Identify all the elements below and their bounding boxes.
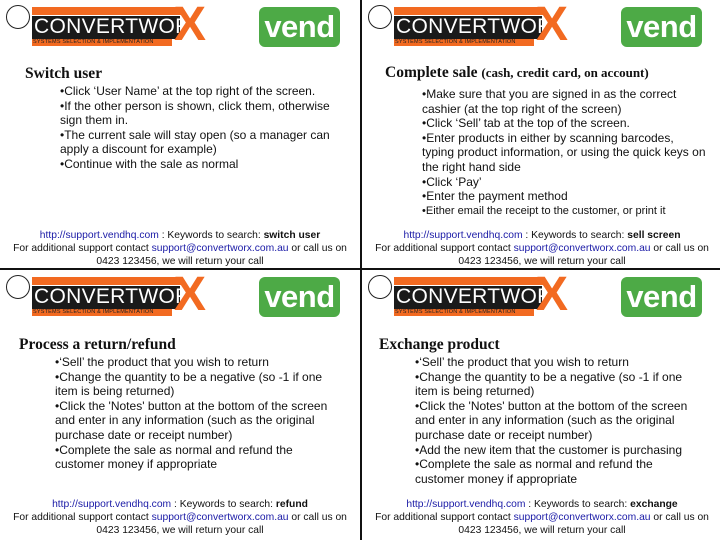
step-item: •Click ‘Pay’ — [422, 174, 482, 189]
support-email-link[interactable]: support@convertworx.com.au — [151, 512, 289, 524]
step-item: •If the other person is shown, click them, otherwise sign them in. — [60, 98, 330, 128]
support-footer — [0, 229, 360, 269]
support-url-link[interactable]: http://support.vendhq.com — [52, 499, 172, 510]
logo-wordmark: CONVERTWOR — [34, 15, 191, 38]
logo-wordmark: CONVERTWOR — [396, 15, 553, 38]
step-item: •Either email the receipt to the customer, or print it — [422, 204, 666, 217]
contact-suffix: or call us on — [650, 512, 709, 524]
step-item: •Click ‘User Name’ at the top right of the screen. — [60, 84, 316, 98]
card-title-sub: (cash, credit card, on account) — [481, 65, 649, 80]
logo-x-mark: X — [174, 270, 207, 321]
contact-suffix: or call us on — [288, 512, 347, 524]
step-item: •Make sure that you are signed in as the correct cashier (at the top right of the screen) — [422, 87, 677, 116]
step-item: •Enter the payment method — [422, 189, 568, 204]
steps-list — [422, 87, 707, 218]
logo-tagline: SYSTEMS SELECTION & IMPLEMENTATION — [395, 309, 516, 315]
step-item: •‘Sell’ the product that you wish to return — [415, 355, 629, 369]
contact-prefix: For additional support contact — [375, 243, 514, 255]
support-url-link[interactable]: http://support.vendhq.com — [406, 499, 526, 510]
support-url-link[interactable]: http://support.vendhq.com — [403, 230, 523, 241]
vertical-divider — [360, 0, 362, 540]
steps-list — [60, 84, 340, 172]
contact-prefix: For additional support contact — [13, 512, 152, 524]
search-keyword: sell screen — [627, 230, 681, 241]
step-item: •‘Sell’ the product that you wish to return — [55, 355, 269, 369]
steps-list — [415, 355, 705, 486]
card-title — [379, 336, 500, 354]
circle-marker-icon — [6, 5, 30, 29]
circle-marker-icon — [368, 275, 392, 299]
step-item: •Complete the sale as normal and refund the customer money if appropriate — [415, 457, 653, 486]
step-item: •Change the quantity to be a negative (so -1 if one item is being returned) — [55, 369, 323, 399]
support-email-link[interactable]: support@convertworx.com.au — [513, 243, 651, 255]
card-title-main: Exchange product — [379, 336, 500, 353]
logo-x-mark: X — [174, 0, 207, 51]
convertworx-logo — [392, 270, 569, 321]
horizontal-divider — [0, 268, 720, 270]
support-url-link[interactable]: http://support.vendhq.com — [39, 230, 159, 241]
convertworx-logo — [30, 270, 207, 321]
keywords-label: : Keywords to search: — [171, 499, 276, 510]
phone-line: 0423 123456, we will return your call — [96, 256, 264, 268]
step-item: •Complete the sale as normal and refund the customer money if appropriate — [55, 442, 293, 472]
logo-x-mark: X — [536, 0, 569, 51]
card-process-return — [0, 270, 360, 539]
logo-tagline: SYSTEMS SELECTION & IMPLEMENTATION — [395, 39, 516, 45]
search-keyword: switch user — [263, 230, 321, 241]
search-keyword: refund — [275, 499, 308, 510]
phone-line: 0423 123456, we will return your call — [96, 525, 264, 537]
card-complete-sale — [362, 0, 720, 269]
card-title-main: Complete sale — [385, 64, 482, 81]
support-email-link[interactable]: support@convertworx.com.au — [513, 512, 651, 524]
support-footer — [362, 229, 720, 269]
step-item: •Click the 'Notes' button at the bottom of the screen and enter in any information (such as the original purchase date or receipt number) — [55, 398, 328, 442]
card-title — [25, 65, 102, 83]
search-keyword: exchange — [630, 499, 678, 510]
contact-suffix: or call us on — [650, 243, 709, 255]
step-item: •Add the new item that the customer is purchasing — [415, 442, 683, 457]
logo-tagline: SYSTEMS SELECTION & IMPLEMENTATION — [33, 309, 154, 315]
card-switch-user — [0, 0, 360, 269]
convertworx-logo — [392, 0, 569, 51]
vend-logo: vend — [259, 277, 340, 317]
card-title-main: Process a return/refund — [19, 336, 176, 353]
logo-tagline: SYSTEMS SELECTION & IMPLEMENTATION — [33, 39, 154, 45]
contact-suffix: or call us on — [288, 243, 347, 255]
circle-marker-icon — [368, 5, 392, 29]
step-item: •The current sale will stay open (so a manager can apply a discount for example) — [60, 127, 330, 157]
vend-logo: vend — [259, 7, 340, 47]
card-title-main: Switch user — [25, 65, 103, 82]
step-item: •Click ‘Sell’ tab at the top of the screen. — [422, 116, 630, 131]
keywords-label: : Keywords to search: — [522, 230, 628, 241]
step-item: •Change the quantity to be a negative (so -1 if one item is being returned) — [415, 369, 683, 399]
step-item: •Click the 'Notes' button at the bottom of the screen and enter in any information (such as the original purchase date or receipt number) — [415, 398, 688, 442]
circle-marker-icon — [6, 275, 30, 299]
card-title — [385, 64, 649, 82]
step-item: •Continue with the sale as normal — [60, 156, 239, 171]
logo-wordmark: CONVERTWOR — [396, 285, 553, 308]
card-title — [19, 336, 176, 354]
card-exchange-product — [362, 270, 720, 539]
phone-line: 0423 123456, we will return your call — [458, 525, 626, 537]
phone-line: 0423 123456, we will return your call — [458, 256, 626, 268]
convertworx-logo — [30, 0, 207, 51]
contact-prefix: For additional support contact — [13, 243, 152, 255]
logo-wordmark: CONVERTWOR — [34, 285, 191, 308]
steps-list — [55, 355, 345, 472]
logo-x-mark: X — [536, 270, 569, 321]
support-footer — [0, 498, 360, 538]
support-email-link[interactable]: support@convertworx.com.au — [151, 243, 289, 255]
step-item: •Enter products in either by scanning barcodes, typing product information, or using the quick keys on the right hand side — [422, 130, 706, 174]
support-footer — [362, 498, 720, 538]
vend-logo: vend — [621, 7, 702, 47]
vend-logo: vend — [621, 277, 702, 317]
contact-prefix: For additional support contact — [375, 512, 514, 524]
keywords-label: : Keywords to search: — [525, 499, 631, 510]
keywords-label: : Keywords to search: — [158, 230, 264, 241]
